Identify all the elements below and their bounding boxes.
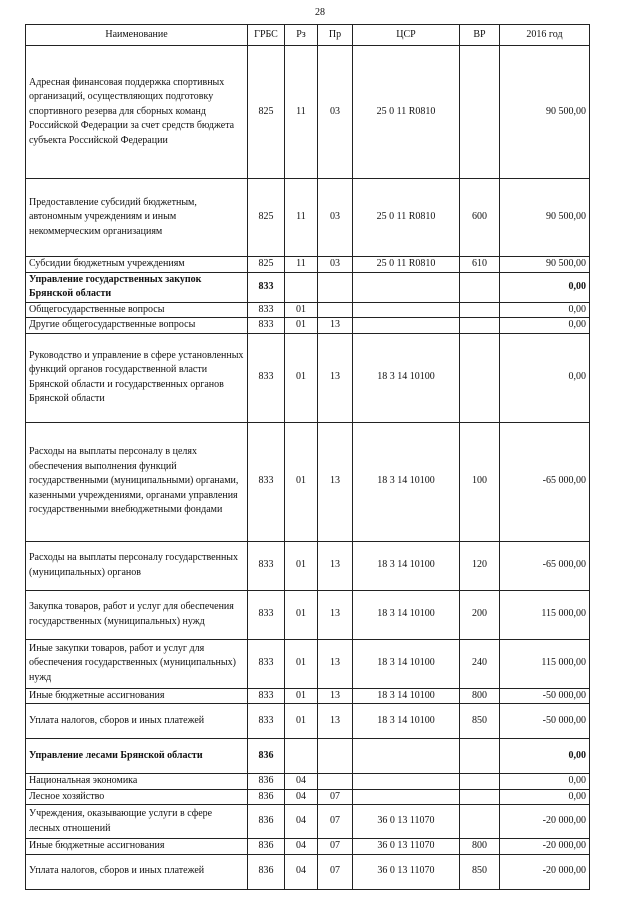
row-name: Расходы на выплаты персоналу в целях обеспечения выполнения функций государственными (муниципальными) органами, казенными учреждениями, органами управления государственными внебюджетными фондами — [26, 422, 248, 541]
table-row — [26, 688, 590, 704]
row-rz: 04 — [285, 839, 318, 855]
row-csr: 18 3 14 10100 — [353, 422, 460, 541]
row-pr: 07 — [318, 805, 353, 839]
row-grbs: 836 — [248, 774, 285, 790]
row-grbs: 833 — [248, 318, 285, 334]
row-csr: 18 3 14 10100 — [353, 541, 460, 590]
header-vr: ВР — [460, 25, 500, 46]
row-amount: -65 000,00 — [500, 541, 590, 590]
row-amount: 90 500,00 — [500, 179, 590, 257]
row-csr — [353, 789, 460, 805]
row-amount: -20 000,00 — [500, 854, 590, 889]
row-vr — [460, 789, 500, 805]
table-row — [26, 302, 590, 318]
row-csr: 18 3 14 10100 — [353, 333, 460, 422]
row-amount: 115 000,00 — [500, 639, 590, 688]
row-csr — [353, 272, 460, 302]
table-row — [26, 805, 590, 839]
row-vr: 600 — [460, 179, 500, 257]
row-vr — [460, 739, 500, 774]
row-rz: 01 — [285, 688, 318, 704]
row-rz: 04 — [285, 805, 318, 839]
row-csr: 25 0 11 R0810 — [353, 46, 460, 179]
row-vr: 120 — [460, 541, 500, 590]
row-grbs: 836 — [248, 789, 285, 805]
header-pr: Пр — [318, 25, 353, 46]
table-row — [26, 704, 590, 739]
row-amount: 90 500,00 — [500, 257, 590, 273]
row-amount: 0,00 — [500, 318, 590, 334]
row-pr: 03 — [318, 257, 353, 273]
row-vr — [460, 272, 500, 302]
row-name: Управление лесами Брянской области — [26, 739, 248, 774]
header-name: Наименование — [26, 25, 248, 46]
row-amount: 0,00 — [500, 302, 590, 318]
row-grbs: 833 — [248, 639, 285, 688]
row-csr — [353, 302, 460, 318]
row-csr — [353, 318, 460, 334]
table-row — [26, 179, 590, 257]
table-row — [26, 333, 590, 422]
row-vr — [460, 46, 500, 179]
row-pr — [318, 774, 353, 790]
row-rz: 01 — [285, 333, 318, 422]
row-vr — [460, 774, 500, 790]
row-grbs: 833 — [248, 704, 285, 739]
row-pr — [318, 272, 353, 302]
row-pr: 03 — [318, 179, 353, 257]
row-pr: 07 — [318, 854, 353, 889]
row-pr: 13 — [318, 590, 353, 639]
row-pr: 13 — [318, 688, 353, 704]
row-amount: 0,00 — [500, 739, 590, 774]
row-csr: 25 0 11 R0810 — [353, 257, 460, 273]
row-rz: 04 — [285, 854, 318, 889]
row-amount: 0,00 — [500, 789, 590, 805]
table-row — [26, 422, 590, 541]
row-pr: 07 — [318, 789, 353, 805]
row-grbs: 836 — [248, 739, 285, 774]
table-row — [26, 774, 590, 790]
row-csr: 18 3 14 10100 — [353, 639, 460, 688]
row-pr: 13 — [318, 704, 353, 739]
row-amount: -65 000,00 — [500, 422, 590, 541]
row-rz: 01 — [285, 318, 318, 334]
row-pr — [318, 302, 353, 318]
row-rz: 11 — [285, 179, 318, 257]
row-name: Уплата налогов, сборов и иных платежей — [26, 704, 248, 739]
row-name: Расходы на выплаты персоналу государственных (муниципальных) органов — [26, 541, 248, 590]
row-vr — [460, 333, 500, 422]
row-rz: 11 — [285, 46, 318, 179]
row-amount: -50 000,00 — [500, 704, 590, 739]
page-number: 28 — [315, 7, 325, 18]
row-pr — [318, 739, 353, 774]
row-rz: 11 — [285, 257, 318, 273]
row-amount: -20 000,00 — [500, 805, 590, 839]
row-name: Другие общегосударственные вопросы — [26, 318, 248, 334]
header-csr: ЦСР — [353, 25, 460, 46]
row-vr — [460, 805, 500, 839]
row-rz: 01 — [285, 541, 318, 590]
table-row — [26, 272, 590, 302]
row-csr: 36 0 13 11070 — [353, 839, 460, 855]
row-name: Предоставление субсидий бюджетным, автономным учреждениям и иным некоммерческим организациям — [26, 179, 248, 257]
table-row — [26, 739, 590, 774]
row-name: Иные бюджетные ассигнования — [26, 688, 248, 704]
row-rz: 04 — [285, 774, 318, 790]
row-vr: 100 — [460, 422, 500, 541]
row-vr: 850 — [460, 704, 500, 739]
table-row — [26, 46, 590, 179]
row-pr: 13 — [318, 318, 353, 334]
row-csr: 18 3 14 10100 — [353, 688, 460, 704]
row-amount: 115 000,00 — [500, 590, 590, 639]
row-amount: 0,00 — [500, 774, 590, 790]
row-amount: -50 000,00 — [500, 688, 590, 704]
table-header — [26, 25, 590, 46]
row-rz: 04 — [285, 789, 318, 805]
row-grbs: 833 — [248, 590, 285, 639]
row-name: Адресная финансовая поддержка спортивных организаций, осуществляющих подготовку спортивного резерва для сборных команд Российской Федерации за счет средств бюджета субъекта Российской Федерации — [26, 46, 248, 179]
row-csr: 36 0 13 11070 — [353, 854, 460, 889]
row-vr — [460, 318, 500, 334]
table-row — [26, 257, 590, 273]
row-vr: 200 — [460, 590, 500, 639]
row-amount: 0,00 — [500, 272, 590, 302]
row-grbs: 833 — [248, 302, 285, 318]
row-name: Учреждения, оказывающие услуги в сфере лесных отношений — [26, 805, 248, 839]
table-row — [26, 854, 590, 889]
row-csr — [353, 774, 460, 790]
row-pr: 13 — [318, 422, 353, 541]
row-csr: 18 3 14 10100 — [353, 704, 460, 739]
row-pr: 13 — [318, 541, 353, 590]
row-rz: 01 — [285, 704, 318, 739]
row-rz: 01 — [285, 639, 318, 688]
table-row — [26, 839, 590, 855]
row-grbs: 836 — [248, 805, 285, 839]
row-grbs: 833 — [248, 272, 285, 302]
row-pr: 07 — [318, 839, 353, 855]
row-grbs: 833 — [248, 422, 285, 541]
row-name: Лесное хозяйство — [26, 789, 248, 805]
header-grbs: ГРБС — [248, 25, 285, 46]
row-csr — [353, 739, 460, 774]
table-row — [26, 590, 590, 639]
row-name: Руководство и управление в сфере установленных функций органов государственной власти Брянской области и государственных органов Брянской области — [26, 333, 248, 422]
header-rz: Рз — [285, 25, 318, 46]
row-vr: 850 — [460, 854, 500, 889]
budget-table — [25, 24, 590, 890]
row-csr: 36 0 13 11070 — [353, 805, 460, 839]
row-amount: 90 500,00 — [500, 46, 590, 179]
row-amount: -20 000,00 — [500, 839, 590, 855]
row-grbs: 833 — [248, 541, 285, 590]
row-vr: 240 — [460, 639, 500, 688]
row-name: Иные закупки товаров, работ и услуг для обеспечения государственных (муниципальных) нужд — [26, 639, 248, 688]
row-amount: 0,00 — [500, 333, 590, 422]
row-pr: 13 — [318, 333, 353, 422]
row-csr: 25 0 11 R0810 — [353, 179, 460, 257]
row-rz: 01 — [285, 302, 318, 318]
row-name: Закупка товаров, работ и услуг для обеспечения государственных (муниципальных) нужд — [26, 590, 248, 639]
row-pr: 03 — [318, 46, 353, 179]
header-year: 2016 год — [500, 25, 590, 46]
row-grbs: 836 — [248, 839, 285, 855]
row-grbs: 825 — [248, 257, 285, 273]
row-rz: 01 — [285, 590, 318, 639]
row-grbs: 833 — [248, 688, 285, 704]
row-name: Управление государственных закупок Брянской области — [26, 272, 248, 302]
row-rz — [285, 272, 318, 302]
row-rz — [285, 739, 318, 774]
row-grbs: 836 — [248, 854, 285, 889]
table-row — [26, 318, 590, 334]
row-name: Национальная экономика — [26, 774, 248, 790]
row-vr: 800 — [460, 688, 500, 704]
row-name: Общегосударственные вопросы — [26, 302, 248, 318]
row-grbs: 833 — [248, 333, 285, 422]
row-vr: 610 — [460, 257, 500, 273]
row-name: Иные бюджетные ассигнования — [26, 839, 248, 855]
row-name: Субсидии бюджетным учреждениям — [26, 257, 248, 273]
table-row — [26, 541, 590, 590]
table-row — [26, 789, 590, 805]
row-name: Уплата налогов, сборов и иных платежей — [26, 854, 248, 889]
row-vr: 800 — [460, 839, 500, 855]
row-vr — [460, 302, 500, 318]
row-rz: 01 — [285, 422, 318, 541]
table-body — [26, 46, 590, 890]
row-pr: 13 — [318, 639, 353, 688]
row-grbs: 825 — [248, 179, 285, 257]
table-row — [26, 639, 590, 688]
row-grbs: 825 — [248, 46, 285, 179]
row-csr: 18 3 14 10100 — [353, 590, 460, 639]
